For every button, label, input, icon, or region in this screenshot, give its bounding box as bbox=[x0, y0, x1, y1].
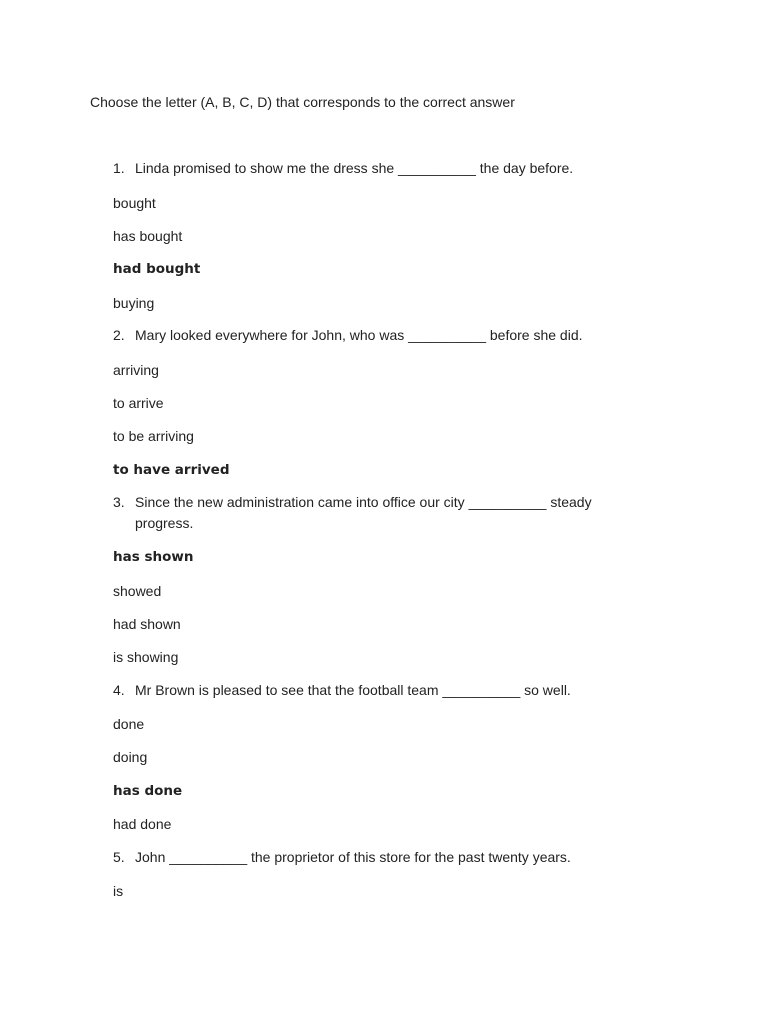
question-text: Linda promised to show me the dress she __________ the day before. bbox=[135, 160, 574, 176]
option-3d: is showing bbox=[113, 649, 179, 665]
question-text: Mr Brown is pleased to see that the football team __________ so well. bbox=[135, 682, 571, 698]
option-3c: had shown bbox=[113, 616, 181, 632]
option-2b: to arrive bbox=[113, 395, 164, 411]
option-4a: done bbox=[113, 716, 145, 732]
option-2a: arriving bbox=[113, 362, 159, 378]
option-2c: to be arriving bbox=[113, 428, 194, 444]
option-3a-correct: has shown bbox=[113, 549, 194, 565]
question-text: Mary looked everywhere for John, who was __________ before she did. bbox=[135, 327, 583, 343]
option-4c-correct: has done bbox=[113, 783, 183, 799]
question-number: 2. bbox=[113, 327, 125, 343]
question-3 bbox=[113, 492, 653, 534]
option-4d: had done bbox=[113, 816, 172, 832]
question-text: Since the new administration came into office our city __________ steady progress. bbox=[135, 494, 592, 531]
question-number: 4. bbox=[113, 682, 125, 698]
option-1d: buying bbox=[113, 295, 155, 311]
question-5 bbox=[113, 847, 653, 868]
question-4 bbox=[113, 680, 653, 701]
question-text: John __________ the proprietor of this store for the past twenty years. bbox=[135, 849, 571, 865]
question-2 bbox=[113, 325, 653, 346]
option-4b: doing bbox=[113, 749, 148, 765]
option-1c-correct: had bought bbox=[113, 261, 201, 277]
option-5a: is bbox=[113, 883, 124, 899]
instruction-text: Choose the letter (A, B, C, D) that corresponds to the correct answer bbox=[90, 94, 515, 110]
question-1 bbox=[113, 158, 653, 179]
option-2d-correct: to have arrived bbox=[113, 462, 230, 478]
option-3b: showed bbox=[113, 583, 162, 599]
question-number: 5. bbox=[113, 849, 125, 865]
question-number: 1. bbox=[113, 160, 125, 176]
option-1a: bought bbox=[113, 195, 156, 211]
question-number: 3. bbox=[113, 494, 125, 510]
option-1b: has bought bbox=[113, 228, 183, 244]
